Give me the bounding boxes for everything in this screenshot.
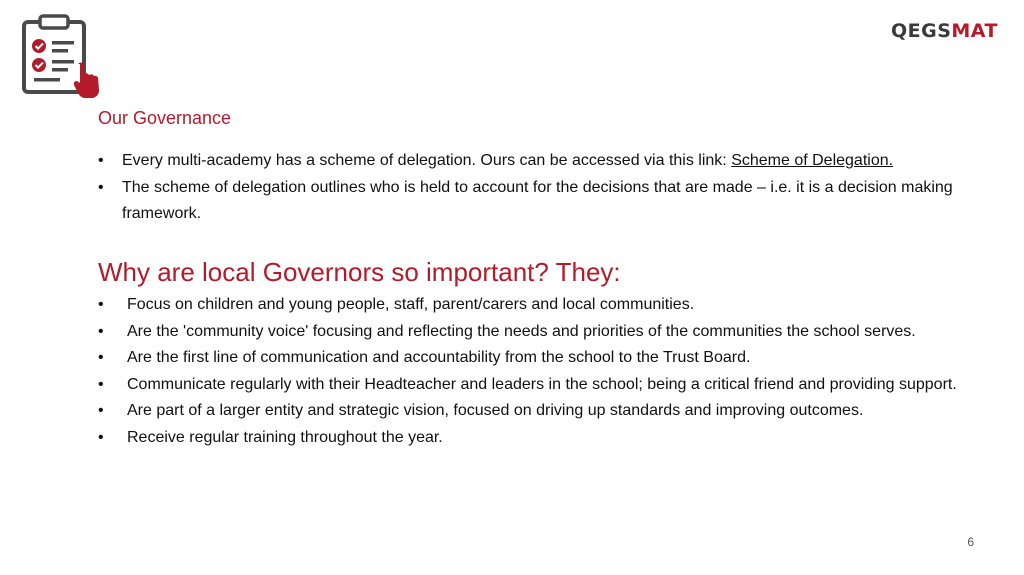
brand-part1: QEGS xyxy=(890,20,952,42)
section-title: Our Governance xyxy=(98,108,232,128)
brand-part2: MAT xyxy=(951,20,998,42)
list-item: • The scheme of delegation outlines who is held to account for the decisions that are made – i.e. it is a decision making framework. xyxy=(98,175,968,228)
list-item xyxy=(98,148,968,175)
importance-list xyxy=(98,292,958,451)
list-item: • Focus on children and young people, staff, parent/carers and local communities. xyxy=(98,292,958,319)
importance-heading: Why are local Governors so important? They: xyxy=(98,257,621,287)
list-item: • Are the first line of communication and accountability from the school to the Trust Board. xyxy=(98,345,958,372)
scheme-of-delegation-link[interactable]: Scheme of Delegation. xyxy=(731,152,894,169)
brand-logo xyxy=(891,20,998,42)
checklist-hand-icon xyxy=(20,14,104,98)
bullet-text: Every multi-academy has a scheme of delegation. Ours can be accessed via this link: xyxy=(122,152,732,169)
list-item: • Are part of a larger entity and strategic vision, focused on driving up standards and improving outcomes. xyxy=(98,398,958,425)
governance-list xyxy=(98,148,968,228)
list-item: • Are the 'community voice' focusing and reflecting the needs and priorities of the communities the school serves. xyxy=(98,319,958,346)
list-item: • Receive regular training throughout the year. xyxy=(98,425,958,452)
page-number: 6 xyxy=(967,535,974,549)
list-item: • Communicate regularly with their Headteacher and leaders in the school; being a critical friend and providing support. xyxy=(98,372,958,399)
